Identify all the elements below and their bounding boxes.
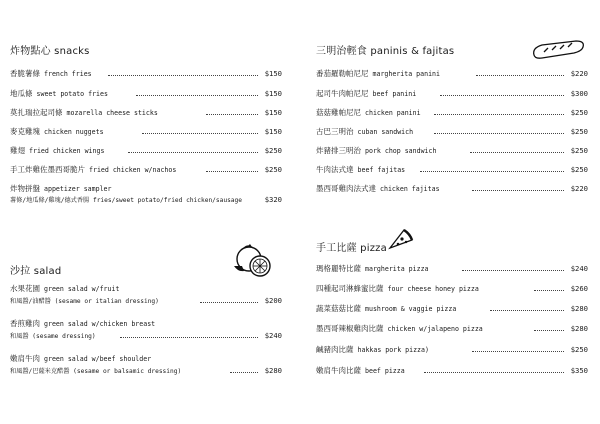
- menu-item-subtitle: 薯條/地瓜條/雞塊/德式香腸 fries/sweet potato/fried chicken/sausage $320: [10, 195, 282, 204]
- menu-item: 牛肉法式達 beef fajitas $250: [316, 165, 588, 174]
- menu-item: 墨西哥雞肉法式達 chicken fajitas $220: [316, 184, 588, 193]
- menu-item: 嫩肩牛肉比薩 beef pizza $350: [316, 366, 588, 375]
- orange-slice-icon: [230, 244, 272, 282]
- menu-item: 蔬菜菇菇比薩 mushroom & vaggie pizza $280: [316, 304, 588, 313]
- menu-item: 雞翅 fried chicken wings $250: [10, 146, 282, 155]
- menu-item: 瑪格麗特比薩 margherita pizza $240: [316, 264, 588, 273]
- menu-item: 炸豬排三明治 pork chop sandwich $250: [316, 146, 588, 155]
- menu-item: 麥克雞塊 chicken nuggets $150: [10, 127, 282, 136]
- menu-item: 手工炸雞佐墨西哥脆片 fried chicken w/nachos $250: [10, 165, 282, 174]
- menu-item: 鹹豬肉比薩 hakkas pork pizza) $250: [316, 345, 588, 354]
- menu-item: 香煎雞肉 green salad w/chicken breast: [10, 319, 156, 328]
- snacks-title: 炸物點心 snacks: [10, 46, 90, 57]
- menu-item: 起司牛肉帕尼尼 beef panini $300: [316, 89, 588, 98]
- menu-item: 地瓜條 sweet potato fries $150: [10, 89, 282, 98]
- menu-item: 四種起司淋蜂蜜比薩 four cheese honey pizza $260: [316, 284, 588, 293]
- menu-item-subtitle: 和風醬/油醋醬 (sesame or italian dressing) $200: [10, 296, 282, 305]
- menu-item: 番茄羅勒帕尼尼 margherita panini $220: [316, 69, 588, 78]
- menu-item-subtitle: 和風醬/巴薩米克醋醬 (sesame or balsamic dressing) $280: [10, 366, 282, 375]
- menu-item-subtitle: 和風醬 (sesame dressing) $240: [10, 331, 282, 340]
- menu-item: 菇菇雞帕尼尼 chicken panini $250: [316, 108, 588, 117]
- menu-item: 莫扎瑞拉起司條 mozarella cheese sticks $150: [10, 108, 282, 117]
- menu-item: 古巴三明治 cuban sandwich $250: [316, 127, 588, 136]
- menu-item: 水果花園 green salad w/fruit: [10, 284, 120, 293]
- menu-item: 香脆薯條 french fries $150: [10, 69, 282, 78]
- pizza-title: 手工比薩 pizza: [316, 243, 387, 254]
- salad-title: 沙拉 salad: [10, 266, 62, 277]
- pizza-slice-icon: [388, 228, 414, 254]
- menu-item: 墨西哥辣椒雞肉比薩 chicken w/jalapeno pizza $280: [316, 324, 588, 333]
- paninis-title: 三明治輕食 paninis & fajitas: [316, 46, 455, 57]
- menu-item: 炸物拼盤 appetizer sampler: [10, 184, 112, 193]
- menu-item: 嫩肩牛肉 green salad w/beef shoulder: [10, 354, 152, 363]
- baguette-icon: [530, 38, 586, 66]
